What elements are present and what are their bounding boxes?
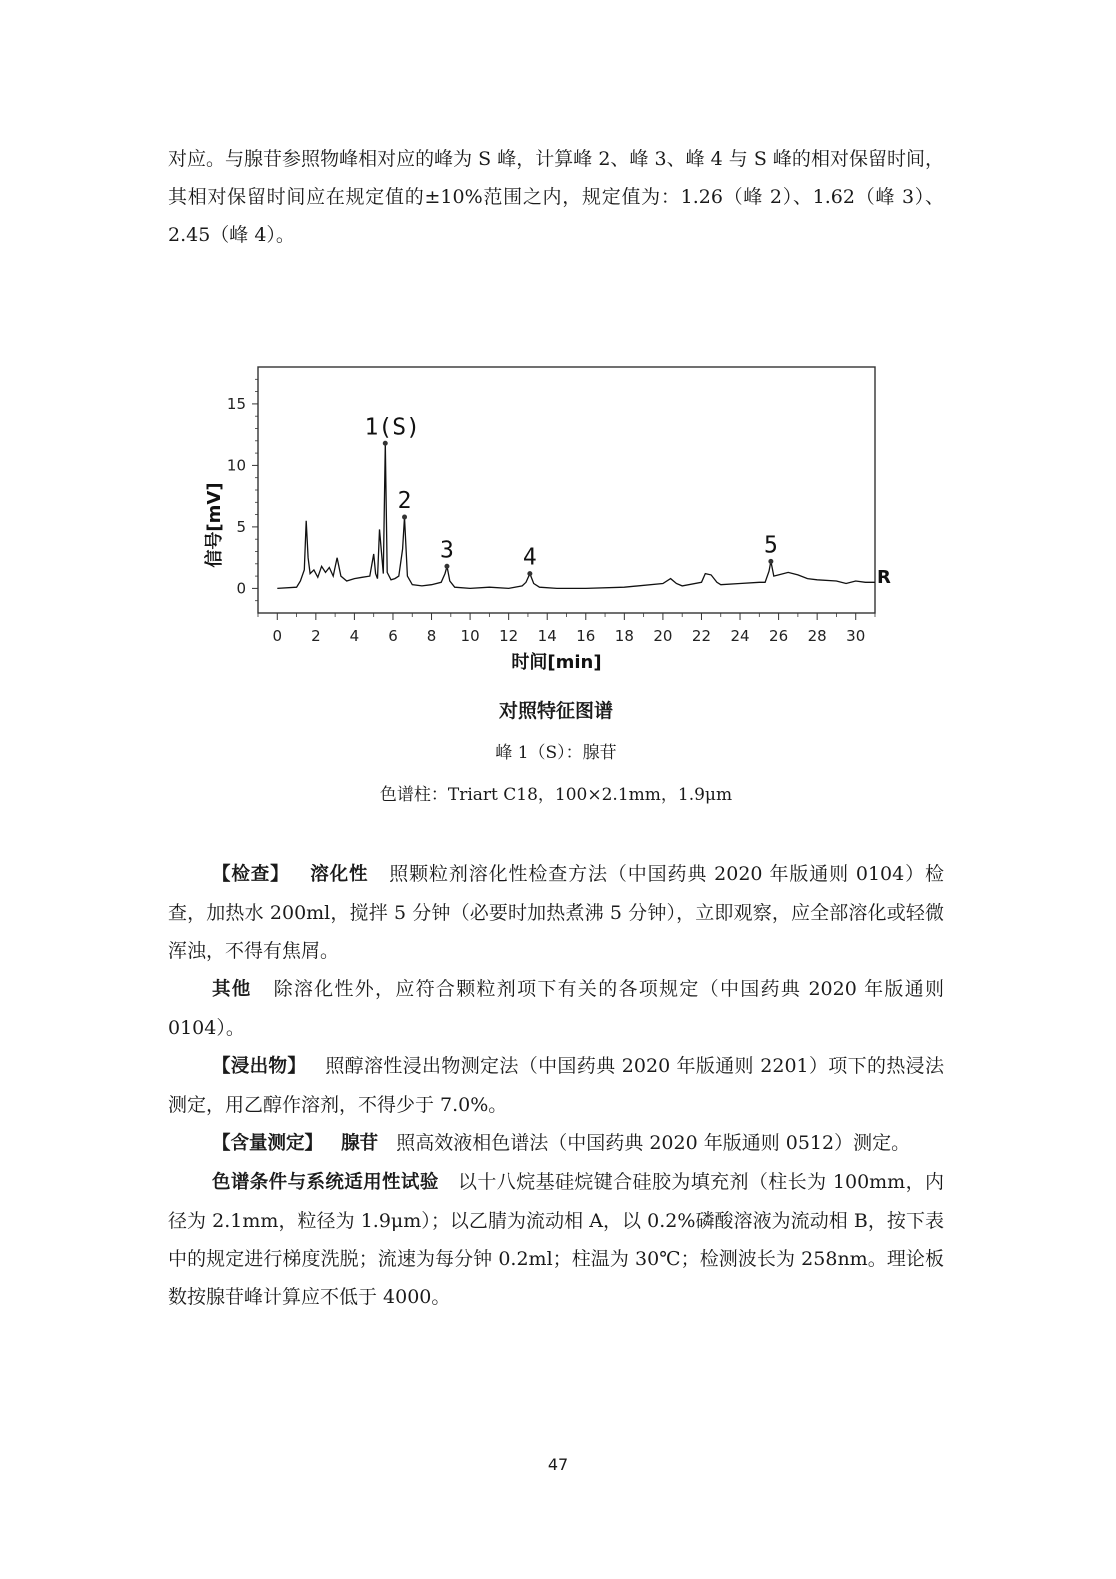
other-text: 除溶化性外，应符合颗粒剂项下有关的各项规定（中国药典 2020 年版通则 0104）。 xyxy=(168,978,945,1039)
chromatogram-figure xyxy=(180,355,920,685)
y-tick-label: 5 xyxy=(236,517,246,536)
peak-marker xyxy=(444,564,449,569)
peak-marker xyxy=(527,571,532,576)
x-tick-label: 30 xyxy=(846,627,866,645)
section-other xyxy=(168,970,944,1047)
section-heading-assay: 【含量测定】 xyxy=(212,1133,324,1154)
peak-label: 4 xyxy=(522,544,537,571)
figure-peak-note: 峰 1（S）：腺苷 xyxy=(495,743,617,763)
page-number: 47 xyxy=(547,1455,569,1474)
body-text xyxy=(168,855,944,1316)
y-tick-label: 15 xyxy=(226,394,246,413)
chromatography-text: 以十八烷基硅烷键合硅胶为填充剂（柱长为 100mm，内径为 2.1mm，粒径为 1.9μm）；以乙腈为流动相 A，以 0.2%磷酸溶液为流动相 B，按下表中的规定进行梯度洗脱；流速为每分钟 0.2ml；柱温为 30℃；检测波长为 258nm。理论板数按腺苷峰计算应不低于 4000。 xyxy=(168,1171,944,1308)
section-inspection xyxy=(168,855,944,970)
section-chromatography xyxy=(168,1163,944,1316)
section-assay xyxy=(168,1124,944,1163)
solubility-text: 照颗粒剂溶化性检查方法（中国药典 2020 年版通则 0104）检查，加热水 200ml，搅拌 5 分钟（必要时加热煮沸 5 分钟），立即观察，应全部溶化或轻微浑浊，不得有焦屑。 xyxy=(168,863,944,962)
plot-frame xyxy=(258,367,875,613)
chromatogram-chart xyxy=(180,355,920,685)
peak-marker xyxy=(383,441,388,446)
x-tick-label: 20 xyxy=(653,627,673,645)
chromatogram-trace xyxy=(277,443,875,588)
x-tick-label: 0 xyxy=(272,627,283,645)
peak-label: 2 xyxy=(397,488,412,515)
section-extract xyxy=(168,1047,944,1124)
figure-column-note: 色谱柱：Triart C18，100×2.1mm，1.9μm xyxy=(379,785,733,805)
x-tick-label: 12 xyxy=(499,627,519,645)
x-tick-label: 10 xyxy=(460,627,480,645)
x-tick-label: 24 xyxy=(730,627,750,645)
intro-text: 对应。与腺苷参照物峰相对应的峰为 S 峰，计算峰 2、峰 3、峰 4 与 S 峰的相对保留时间，其相对保留时间应在规定值的±10%范围之内，规定值为：1.26（峰 2）、1.62（峰 3）、2.45（峰 4）。 xyxy=(168,148,944,246)
y-tick-label: 0 xyxy=(236,579,246,598)
peak-marker xyxy=(402,515,407,520)
peak-marker xyxy=(768,559,773,564)
assay-text: 照高效液相色谱法（中国药典 2020 年版通则 0512）测定。 xyxy=(396,1132,911,1154)
x-tick-label: 28 xyxy=(807,627,827,645)
x-tick-label: 8 xyxy=(426,627,437,645)
end-marker-label: R xyxy=(877,567,891,589)
figure-title: 对照特征图谱 xyxy=(498,700,613,722)
section-heading-inspection: 【检查】 xyxy=(212,864,290,885)
x-tick-label: 6 xyxy=(388,627,398,645)
x-tick-label: 14 xyxy=(537,627,557,645)
subheading-chromatography: 色谱条件与系统适用性试验 xyxy=(212,1172,439,1193)
peak-label: 3 xyxy=(440,537,454,564)
peak-label: 1(S) xyxy=(364,414,420,441)
subheading-adenosine: 腺苷 xyxy=(341,1133,379,1154)
subheading-solubility: 溶化性 xyxy=(310,864,369,885)
x-tick-label: 2 xyxy=(311,627,321,645)
x-tick-label: 16 xyxy=(576,627,596,645)
section-heading-extract: 【浸出物】 xyxy=(212,1056,307,1077)
y-axis-title: 信号[mV] xyxy=(204,482,225,568)
x-tick-label: 26 xyxy=(769,627,789,645)
x-tick-label: 18 xyxy=(614,627,634,645)
x-tick-label: 22 xyxy=(691,627,712,645)
x-tick-label: 4 xyxy=(349,627,360,645)
intro-paragraph xyxy=(168,140,944,254)
peak-label: 5 xyxy=(763,532,778,559)
subheading-other: 其他 xyxy=(212,979,252,1000)
extract-text: 照醇溶性浸出物测定法（中国药典 2020 年版通则 2201）项下的热浸法测定，用乙醇作溶剂，不得少于 7.0%。 xyxy=(168,1055,944,1116)
y-tick-label: 10 xyxy=(226,456,246,475)
x-axis-title: 时间[min] xyxy=(511,652,602,673)
